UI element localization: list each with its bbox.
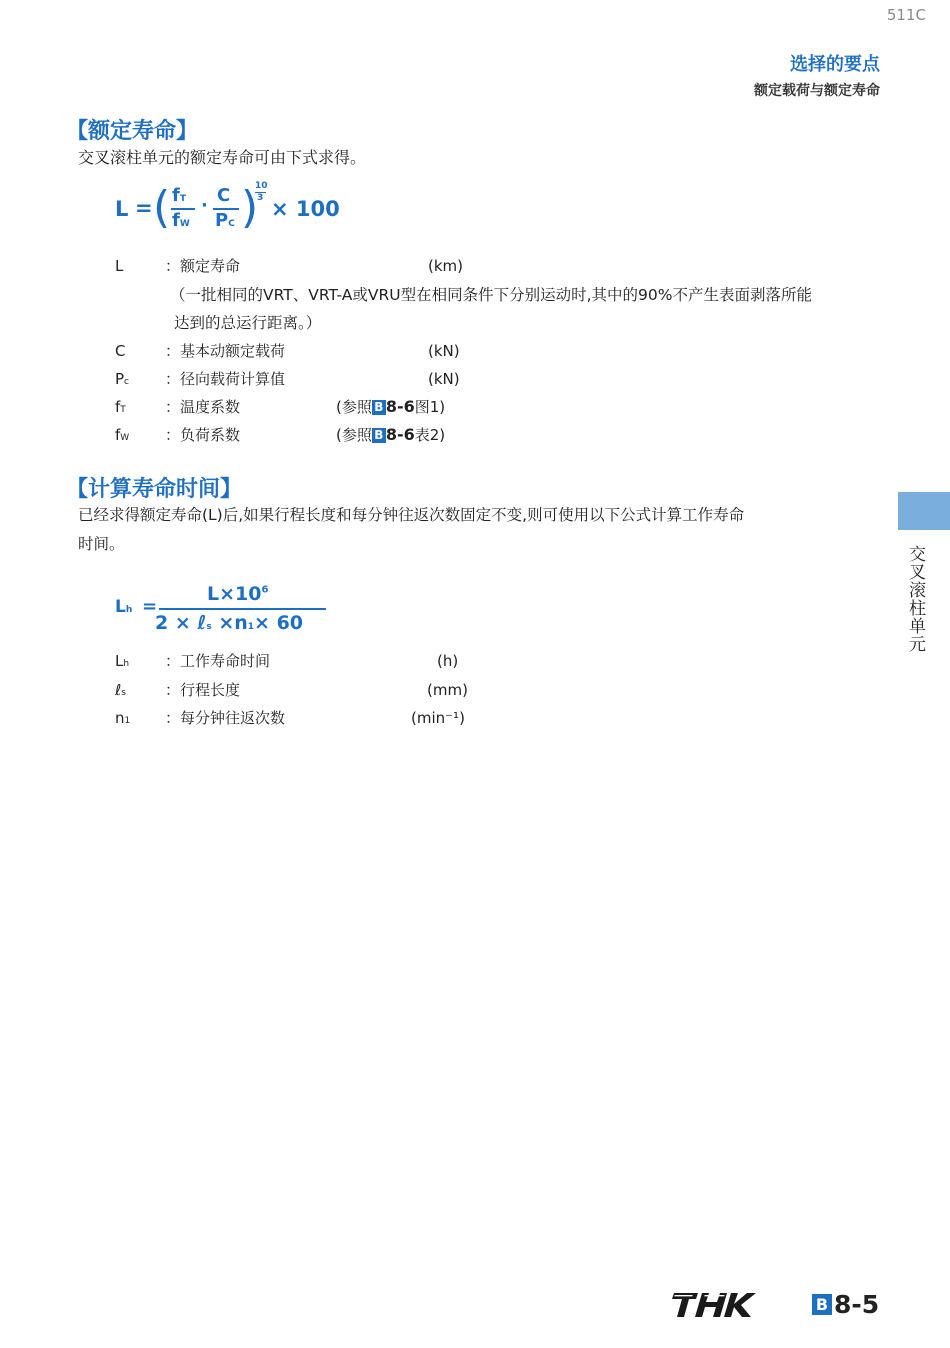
formula-dot: ·	[201, 195, 208, 216]
formula-pc: PC	[215, 210, 235, 231]
formula-denominator: 2 × ℓs ×n1× 60	[155, 612, 304, 634]
def-desc: ：额定寿命	[165, 257, 241, 275]
working-life-heading: 【计算寿命时间】	[66, 477, 243, 502]
def-symbol: Pc	[115, 370, 129, 388]
formula-lhs: L	[115, 197, 129, 221]
rated-life-intro: 交叉滚柱单元的额定寿命可由下式求得。	[78, 148, 367, 167]
working-life-formula	[115, 580, 345, 640]
thk-logo-icon	[672, 1291, 756, 1319]
formula-c: C	[217, 185, 231, 206]
formula-lh: Lh	[115, 597, 133, 617]
thk-logo	[672, 1291, 756, 1323]
def-unit: (mm)	[427, 681, 468, 699]
def-symbol: Lh	[115, 652, 130, 670]
def-unit: (kN)	[428, 342, 460, 360]
def-desc: ：行程长度	[165, 681, 241, 699]
close-paren: )	[241, 182, 259, 233]
def-unit: (h)	[437, 652, 459, 670]
def-reference-link[interactable]: (参照 B 8-6图1)	[336, 397, 446, 416]
def-reference-link[interactable]: (参照 B 8-6表2)	[336, 425, 446, 444]
side-tab-marker[interactable]	[898, 492, 950, 530]
fraction-bar	[159, 608, 326, 610]
def-unit: (km)	[428, 257, 464, 275]
working-life-intro-2: 时间。	[78, 535, 125, 553]
rated-life-formula	[115, 183, 355, 239]
exponent-num: 10	[255, 181, 268, 191]
def-symbol: fW	[115, 426, 130, 444]
b-badge-icon: B	[372, 428, 386, 443]
formula-fw: fW	[172, 210, 190, 231]
b-badge-icon: B	[372, 400, 386, 415]
def-symbol: ℓs	[115, 681, 126, 699]
def-symbol: C	[115, 342, 126, 360]
working-life-intro-1: 已经求得额定寿命(L)后,如果行程长度和每分钟往返次数固定不变,则可使用以下公式计算工作寿命	[78, 506, 745, 524]
rated-life-heading: 【额定寿命】	[66, 119, 199, 144]
def-desc: ：温度系数	[165, 398, 241, 416]
formula-tail: × 100	[271, 197, 340, 221]
catalog-number: 511C	[886, 6, 926, 24]
def-symbol: n1	[115, 709, 131, 727]
section-title: 选择的要点	[790, 54, 880, 75]
def-unit: (min⁻¹)	[411, 709, 465, 727]
def-desc: ：径向载荷计算值	[165, 370, 286, 388]
def-desc: ：负荷系数	[165, 426, 241, 444]
rated-life-note-2: 达到的总运行距离。）	[174, 314, 322, 332]
def-desc: ：工作寿命时间	[165, 652, 271, 670]
def-unit: (kN)	[428, 370, 460, 388]
formula-equals: =	[142, 596, 158, 617]
def-desc: ：基本动额定载荷	[165, 342, 286, 360]
rated-life-note-1: （一批相同的VRT、VRT-A或VRU型在相同条件下分别运动时,其中的90%不产生表面剥落所能	[170, 286, 812, 304]
page-number: B 8-5	[812, 1290, 879, 1319]
formula-ft: fT	[172, 185, 186, 206]
section-subtitle: 额定载荷与额定寿命	[754, 83, 880, 99]
b-badge-icon: B	[812, 1294, 832, 1315]
open-paren: (	[153, 182, 171, 233]
def-symbol: L	[115, 257, 124, 275]
def-desc: ：每分钟往返次数	[165, 709, 286, 727]
side-tab-label: 交叉滚柱单元	[905, 545, 925, 653]
exponent-den: 3	[257, 193, 264, 203]
formula-equals: =	[135, 196, 153, 220]
formula-numerator: $L\times 10^6$	[207, 583, 269, 605]
def-symbol: fT	[115, 398, 126, 416]
